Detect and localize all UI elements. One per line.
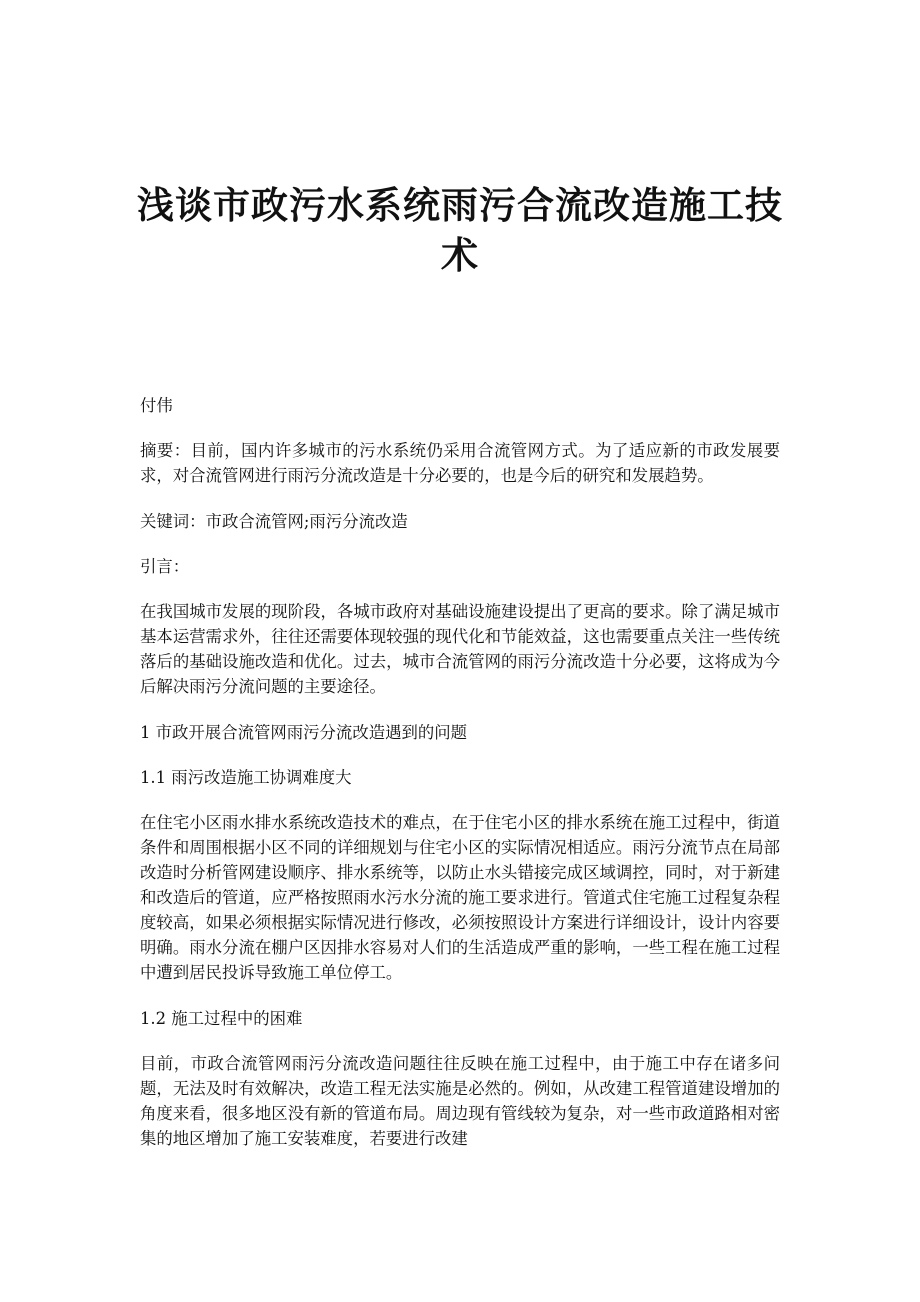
intro-heading: 引言： bbox=[140, 557, 190, 576]
document-title: 浅谈市政污水系统雨污合流改造施工技术 bbox=[137, 183, 783, 277]
section-1-1-heading: 1.1 雨污改造施工协调难度大 bbox=[140, 768, 352, 787]
section-1-2-heading: 1.2 施工过程中的困难 bbox=[140, 1009, 303, 1028]
section-1-heading: 1 市政开展合流管网雨污分流改造遇到的问题 bbox=[140, 723, 468, 742]
section-1-1-paragraph: 在住宅小区雨水排水系统改造技术的难点，在于住宅小区的排水系统在施工过程中，街道条件和周围根据小区不同的详细规划与住宅小区的实际情况相适应。雨污分流节点在局部改造时分析管网建设顺序、排水系统等，以防止水头错接完成区域调控，同时，对于新建和改造后的管道，应严格按照雨水污水分流的施工要求进行。管道式住宅施工过程复杂程度较高，如果必须根据实际情况进行修改，必须按照设计方案进行详细设计，设计内容要明确。雨水分流在棚户区因排水容易对人们的生活造成严重的影响，一些工程在施工过程中遭到居民投诉导致施工单位停工。 bbox=[140, 813, 780, 982]
intro-paragraph: 在我国城市发展的现阶段，各城市政府对基础设施建设提出了更高的要求。除了满足城市基本运营需求外，往往还需要体现较强的现代化和节能效益，这也需要重点关注一些传统落后的基础设施改造和优化。过去，城市合流管网的雨污分流改造十分必要，这将成为今后解决雨污分流问题的主要途径。 bbox=[140, 602, 780, 696]
abstract-paragraph: 摘要：目前，国内许多城市的污水系统仍采用合流管网方式。为了适应新的市政发展要求，对合流管网进行雨污分流改造是十分必要的，也是今后的研究和发展趋势。 bbox=[140, 441, 780, 485]
section-1-2-paragraph: 目前，市政合流管网雨污分流改造问题往往反映在施工过程中，由于施工中存在诸多问题，无法及时有效解决，改造工程无法实施是必然的。例如，从改建工程管道建设增加的角度来看，很多地区没有新的管道布局。周边现有管线较为复杂，对一些市政道路相对密集的地区增加了施工安装难度，若要进行改建 bbox=[140, 1054, 780, 1148]
document-body bbox=[140, 393, 780, 1172]
author-name: 付伟 bbox=[140, 396, 173, 415]
keywords-line: 关键词：市政合流管网;雨污分流改造 bbox=[140, 512, 408, 531]
